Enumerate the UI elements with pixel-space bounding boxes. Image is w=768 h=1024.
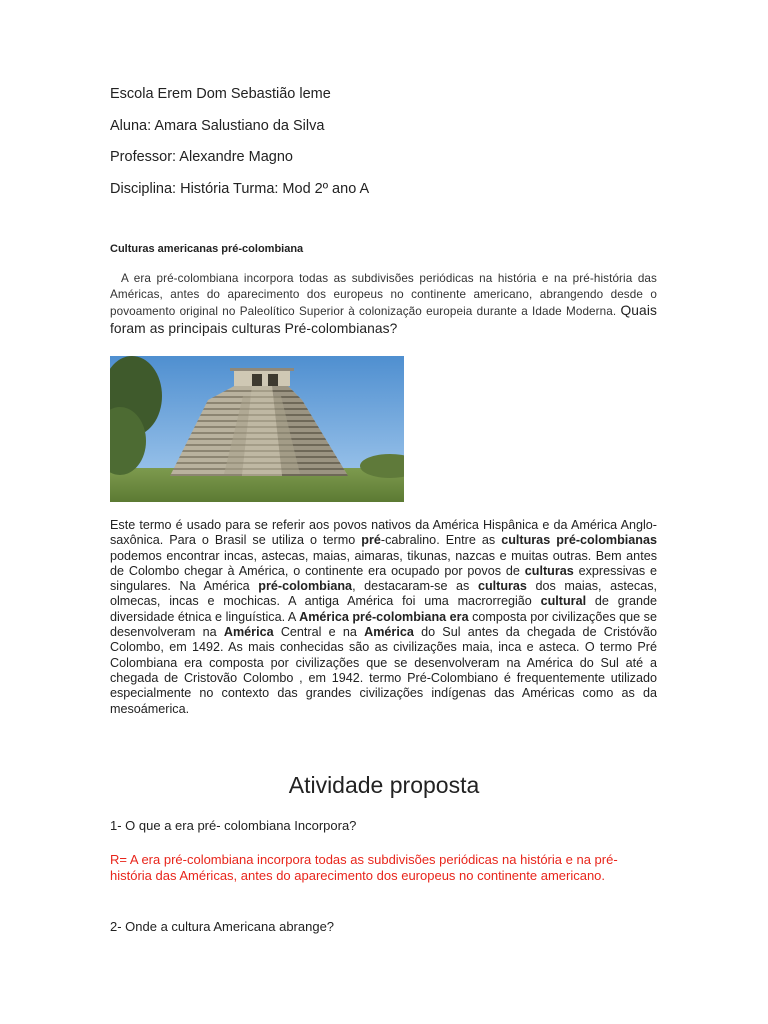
pyramid-photo	[110, 356, 404, 502]
body-text-7: de grande diversidade étnica e linguística. A	[110, 594, 657, 624]
body-text-2: -cabralino. Entre as	[380, 533, 502, 548]
question-1: 1- O que a era pré- colombiana Incorpora?	[110, 818, 357, 833]
body-bold-9: América	[364, 625, 414, 640]
body-text-6: dos maias, astecas, olmecas, incas e mochicas. A antiga América foi uma macrorregião	[110, 579, 658, 609]
body-bold-7: América pré-colombiana era	[299, 609, 469, 624]
intro-text: A era pré-colombiana incorpora todas as subdivisões periódicas na história e na pré-história das Américas, antes do aparecimento dos europeus no continente americano, abrangendo desde o povoamento original no Paleolítico Superior à colonização europeia durante a Idade Moderna.	[110, 272, 657, 319]
intro-paragraph	[110, 271, 657, 338]
body-text-10: do Sul antes da chegada de Cristóvão Colombo, em 1492. As mais conhecidas são as civilizações maia, inca e asteca. O termo Pré Colombiana era composta por civilizações que se desenvolveram na América do Sul até a chegada de Cristovão Colombo , em 1942. termo Pré-Colombiano é frequentemente utilizado especialmente no contexto das grandes civilizações indígenas das Américas como as da mesoámerica.	[110, 625, 657, 716]
body-bold-1: pré	[361, 533, 381, 548]
body-text-8: composta por civilizações que se desenvolveram na	[110, 609, 657, 640]
question-2: 2- Onde a cultura Americana abrange?	[110, 919, 335, 934]
subject-class: Disciplina: História Turma: Mod 2º ano A	[110, 181, 370, 197]
body-text-9: Central e na	[273, 625, 365, 640]
body-text-4: expressivas e singulares. Na América	[110, 563, 657, 594]
body-bold-3: culturas	[524, 563, 574, 578]
body-bold-6: cultural	[540, 594, 587, 609]
pyramid-image	[110, 356, 404, 502]
intro-question: Quais foram as principais culturas Pré-colombianas?	[110, 303, 657, 336]
activity-title: Atividade proposta	[288, 772, 480, 798]
section-title: Culturas americanas pré-colombiana	[110, 243, 304, 255]
body-bold-8: América	[223, 625, 274, 640]
body-bold-5: culturas	[477, 579, 527, 594]
body-bold-4: pré-colombiana	[258, 579, 353, 594]
answer-1: R= A era pré-colombiana incorpora todas as subdivisões periódicas na história e na pré-história das Américas, antes do aparecimento dos europeus no continente americano.	[110, 852, 618, 884]
main-paragraph	[110, 518, 657, 717]
body-text-1: Este termo é usado para se referir aos povos nativos da América Hispânica e da América Anglo-saxônica. Para o Brasil se utiliza o termo	[110, 518, 657, 548]
body-text-3: podemos encontrar incas, astecas, maias, aimaras, tikunas, nazcas e muitas outras. Bem antes de Colombo chegar à América, o continente era ocupado por povos de	[110, 548, 657, 578]
school-name: Escola Erem Dom Sebastião leme	[110, 86, 331, 102]
teacher-name: Professor: Alexandre Magno	[110, 149, 293, 165]
student-name: Aluna: Amara Salustiano da Silva	[110, 118, 325, 134]
body-bold-2: culturas pré-colombianas	[501, 533, 658, 548]
body-text-5: , destacaram-se as	[352, 579, 478, 594]
